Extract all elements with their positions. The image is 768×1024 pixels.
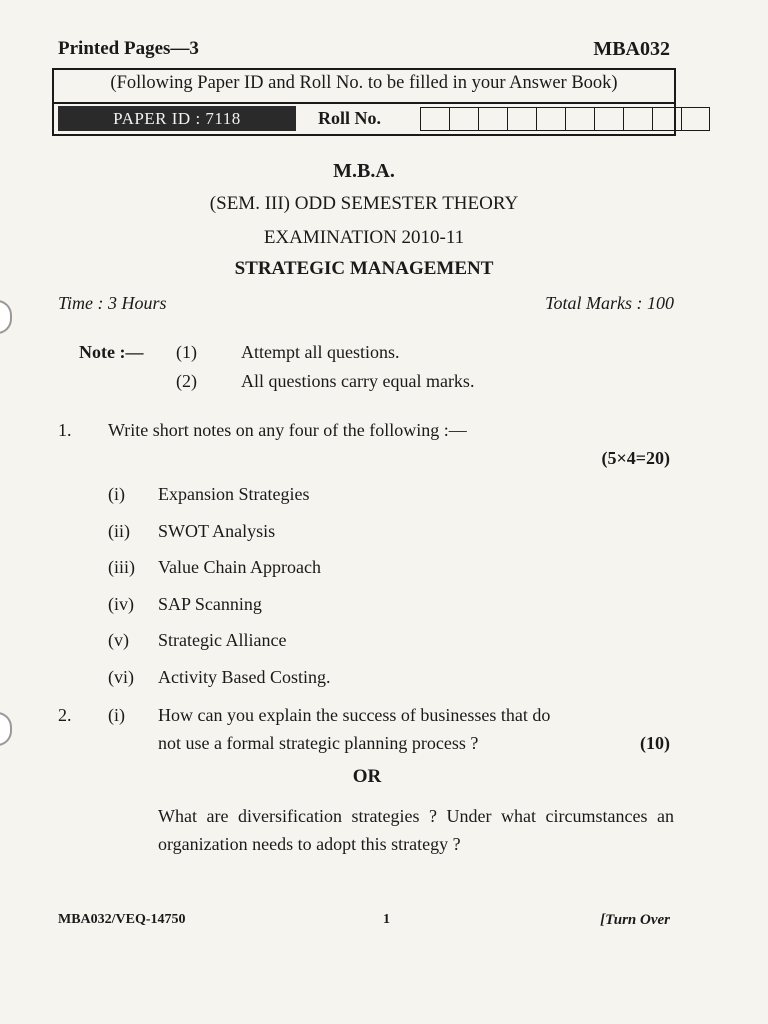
sub-item-number: (i) bbox=[108, 484, 125, 504]
question-number: 2. bbox=[58, 705, 72, 725]
question-text: Write short notes on any four of the following :— bbox=[108, 420, 467, 440]
paper-id-badge: PAPER ID : 7118 bbox=[58, 106, 296, 131]
note-text: Attempt all questions. bbox=[241, 342, 400, 362]
roll-no-boxes bbox=[420, 107, 710, 131]
roll-no-digit-box bbox=[594, 107, 623, 131]
question-marks: (10) bbox=[640, 733, 670, 753]
degree-title: M.B.A. bbox=[333, 160, 395, 182]
sub-item-number: (vi) bbox=[108, 667, 134, 687]
page-number: 1 bbox=[383, 912, 390, 927]
printed-pages: Printed Pages—3 bbox=[58, 38, 199, 59]
question-text-line: not use a formal strategic planning process ? bbox=[158, 733, 479, 753]
punch-hole bbox=[0, 712, 12, 746]
roll-no-digit-box bbox=[565, 107, 594, 131]
sub-item-text: Value Chain Approach bbox=[158, 557, 321, 577]
paper-code: MBA032 bbox=[593, 38, 670, 60]
note-text: All questions carry equal marks. bbox=[241, 371, 475, 391]
roll-no-digit-box bbox=[681, 107, 710, 131]
roll-no-digit-box bbox=[507, 107, 536, 131]
roll-no-digit-box bbox=[449, 107, 478, 131]
sub-item-text: SAP Scanning bbox=[158, 594, 262, 614]
turn-over: [Turn Over bbox=[600, 912, 670, 928]
exam-title: EXAMINATION 2010-11 bbox=[263, 227, 465, 248]
alternative-question: What are diversification strategies ? Under what circumstances an organization needs to adopt this strategy ? bbox=[158, 806, 674, 854]
roll-no-digit-box bbox=[536, 107, 565, 131]
sub-item-text: SWOT Analysis bbox=[158, 521, 276, 541]
footer-code: MBA032/VEQ-14750 bbox=[58, 912, 186, 927]
note-number: (1) bbox=[176, 342, 197, 362]
punch-hole bbox=[0, 300, 12, 334]
id-box-divider bbox=[54, 102, 674, 104]
time-allowed: Time : 3 Hours bbox=[58, 293, 167, 313]
semester-title: (SEM. III) ODD SEMESTER THEORY bbox=[209, 193, 519, 214]
roll-no-label: Roll No. bbox=[318, 108, 381, 128]
roll-no-digit-box bbox=[652, 107, 681, 131]
sub-item-text: Activity Based Costing. bbox=[158, 667, 331, 687]
sub-item-number: (iv) bbox=[108, 594, 134, 614]
question-text-line: How can you explain the success of businesses that do bbox=[158, 705, 551, 725]
question-number: 1. bbox=[58, 420, 72, 440]
id-box-instruction: (Following Paper ID and Roll No. to be filled in your Answer Book) bbox=[110, 73, 618, 93]
note-label: Note :— bbox=[79, 342, 144, 362]
roll-no-digit-box bbox=[478, 107, 507, 131]
sub-item-text: Strategic Alliance bbox=[158, 630, 287, 650]
sub-item-text: Expansion Strategies bbox=[158, 484, 310, 504]
roll-no-digit-box bbox=[420, 107, 449, 131]
sub-item-number: (iii) bbox=[108, 557, 135, 577]
roll-no-digit-box bbox=[623, 107, 652, 131]
total-marks: Total Marks : 100 bbox=[545, 293, 674, 313]
subject-title: STRATEGIC MANAGEMENT bbox=[234, 258, 494, 279]
sub-question-number: (i) bbox=[108, 705, 125, 725]
note-number: (2) bbox=[176, 371, 197, 391]
sub-item-number: (v) bbox=[108, 630, 129, 650]
sub-item-number: (ii) bbox=[108, 521, 130, 541]
question-marks: (5×4=20) bbox=[601, 448, 670, 468]
or-separator: OR bbox=[352, 766, 382, 787]
paper-id-box bbox=[52, 68, 676, 136]
